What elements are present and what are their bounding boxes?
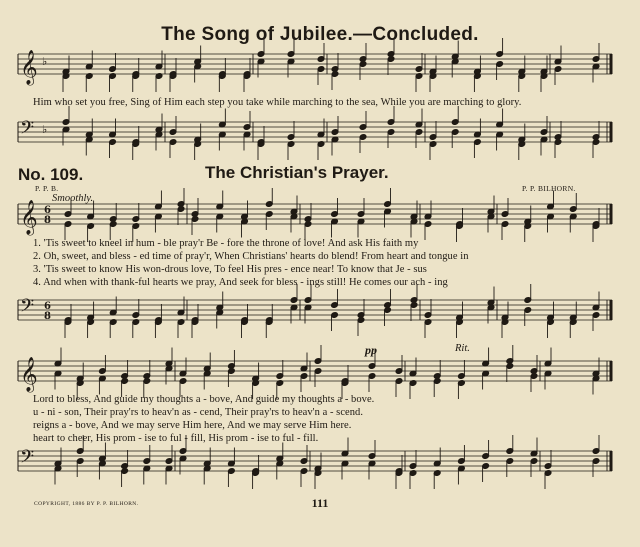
hymn-title: The Christian's Prayer. [205,163,389,182]
verse-1-line-2: Lord to bless, And guide my thoughts a - bove, And guide my thoughts a - bove. [33,394,375,405]
copyright-notice: COPYRIGHT, 1886 BY P. P. BILHORN. [34,501,139,507]
bass-clef-icon: 𝄢 [20,447,35,472]
bass-clef-icon: 𝄢 [20,296,35,321]
treble-clef-icon: 𝄞 [20,200,38,235]
time-sig-top: 6 [44,205,51,216]
time-sig-bottom: 8 [44,215,51,226]
flat-icon: ♭ [42,123,48,136]
verse-2-line-2: u - ni - son, Their pray'rs to heav'n as - cend, Their pray'rs to heav'n a - scend. [33,407,364,418]
verse-1-line-1: 1. 'Tis sweet to kneel in hum - ble pray'r Be - fore the throne of love! And ask His faith my [33,238,419,249]
page-number: 111 [311,496,329,510]
treble-clef-icon: 𝄞 [20,357,38,392]
verse-3-line-1: 3. 'Tis sweet to know His won-drous love, To feel His pres - ence near! To know that Je - sus [33,264,427,275]
treble-clef-icon: 𝄞 [20,50,38,85]
bass-clef-icon: 𝄢 [20,118,35,143]
dynamic-pianissimo: pp [365,343,377,357]
hymn-number: No. 109. [18,165,84,184]
composer-name: P. P. BILHORN. [522,184,576,193]
ritardando-marking: Rit. [455,343,470,354]
time-sig-bottom: 8 [44,311,51,322]
author-initials: P. P. B. [35,184,59,193]
time-sig-top: 6 [44,301,51,312]
verse-3-line-2: reigns a - bove, And we may serve Him here, And we may serve Him here. [33,420,352,431]
top-lyric-line: Him who set you free, Sing of Him each step you take while marching to the sea, While you are marching to glory. [33,97,522,108]
flat-icon: ♭ [42,55,48,68]
tempo-marking: Smoothly. [52,193,94,204]
page-title-concluded: The Song of Jubilee.—Concluded. [161,24,479,45]
verse-2-line-1: 2. Oh, sweet, and bless - ed time of pray'r, When Christians' hearts do blend! From heart and tongue in [33,251,469,262]
verse-4-line-2: heart to cheer, His prom - ise to ful - fill, His prom - ise to ful - fill. [33,433,319,444]
verse-4-line-1: 4. And when with thank-ful hearts we pray, And seek for bless - ings still! He comes our ach - ing [33,277,448,288]
